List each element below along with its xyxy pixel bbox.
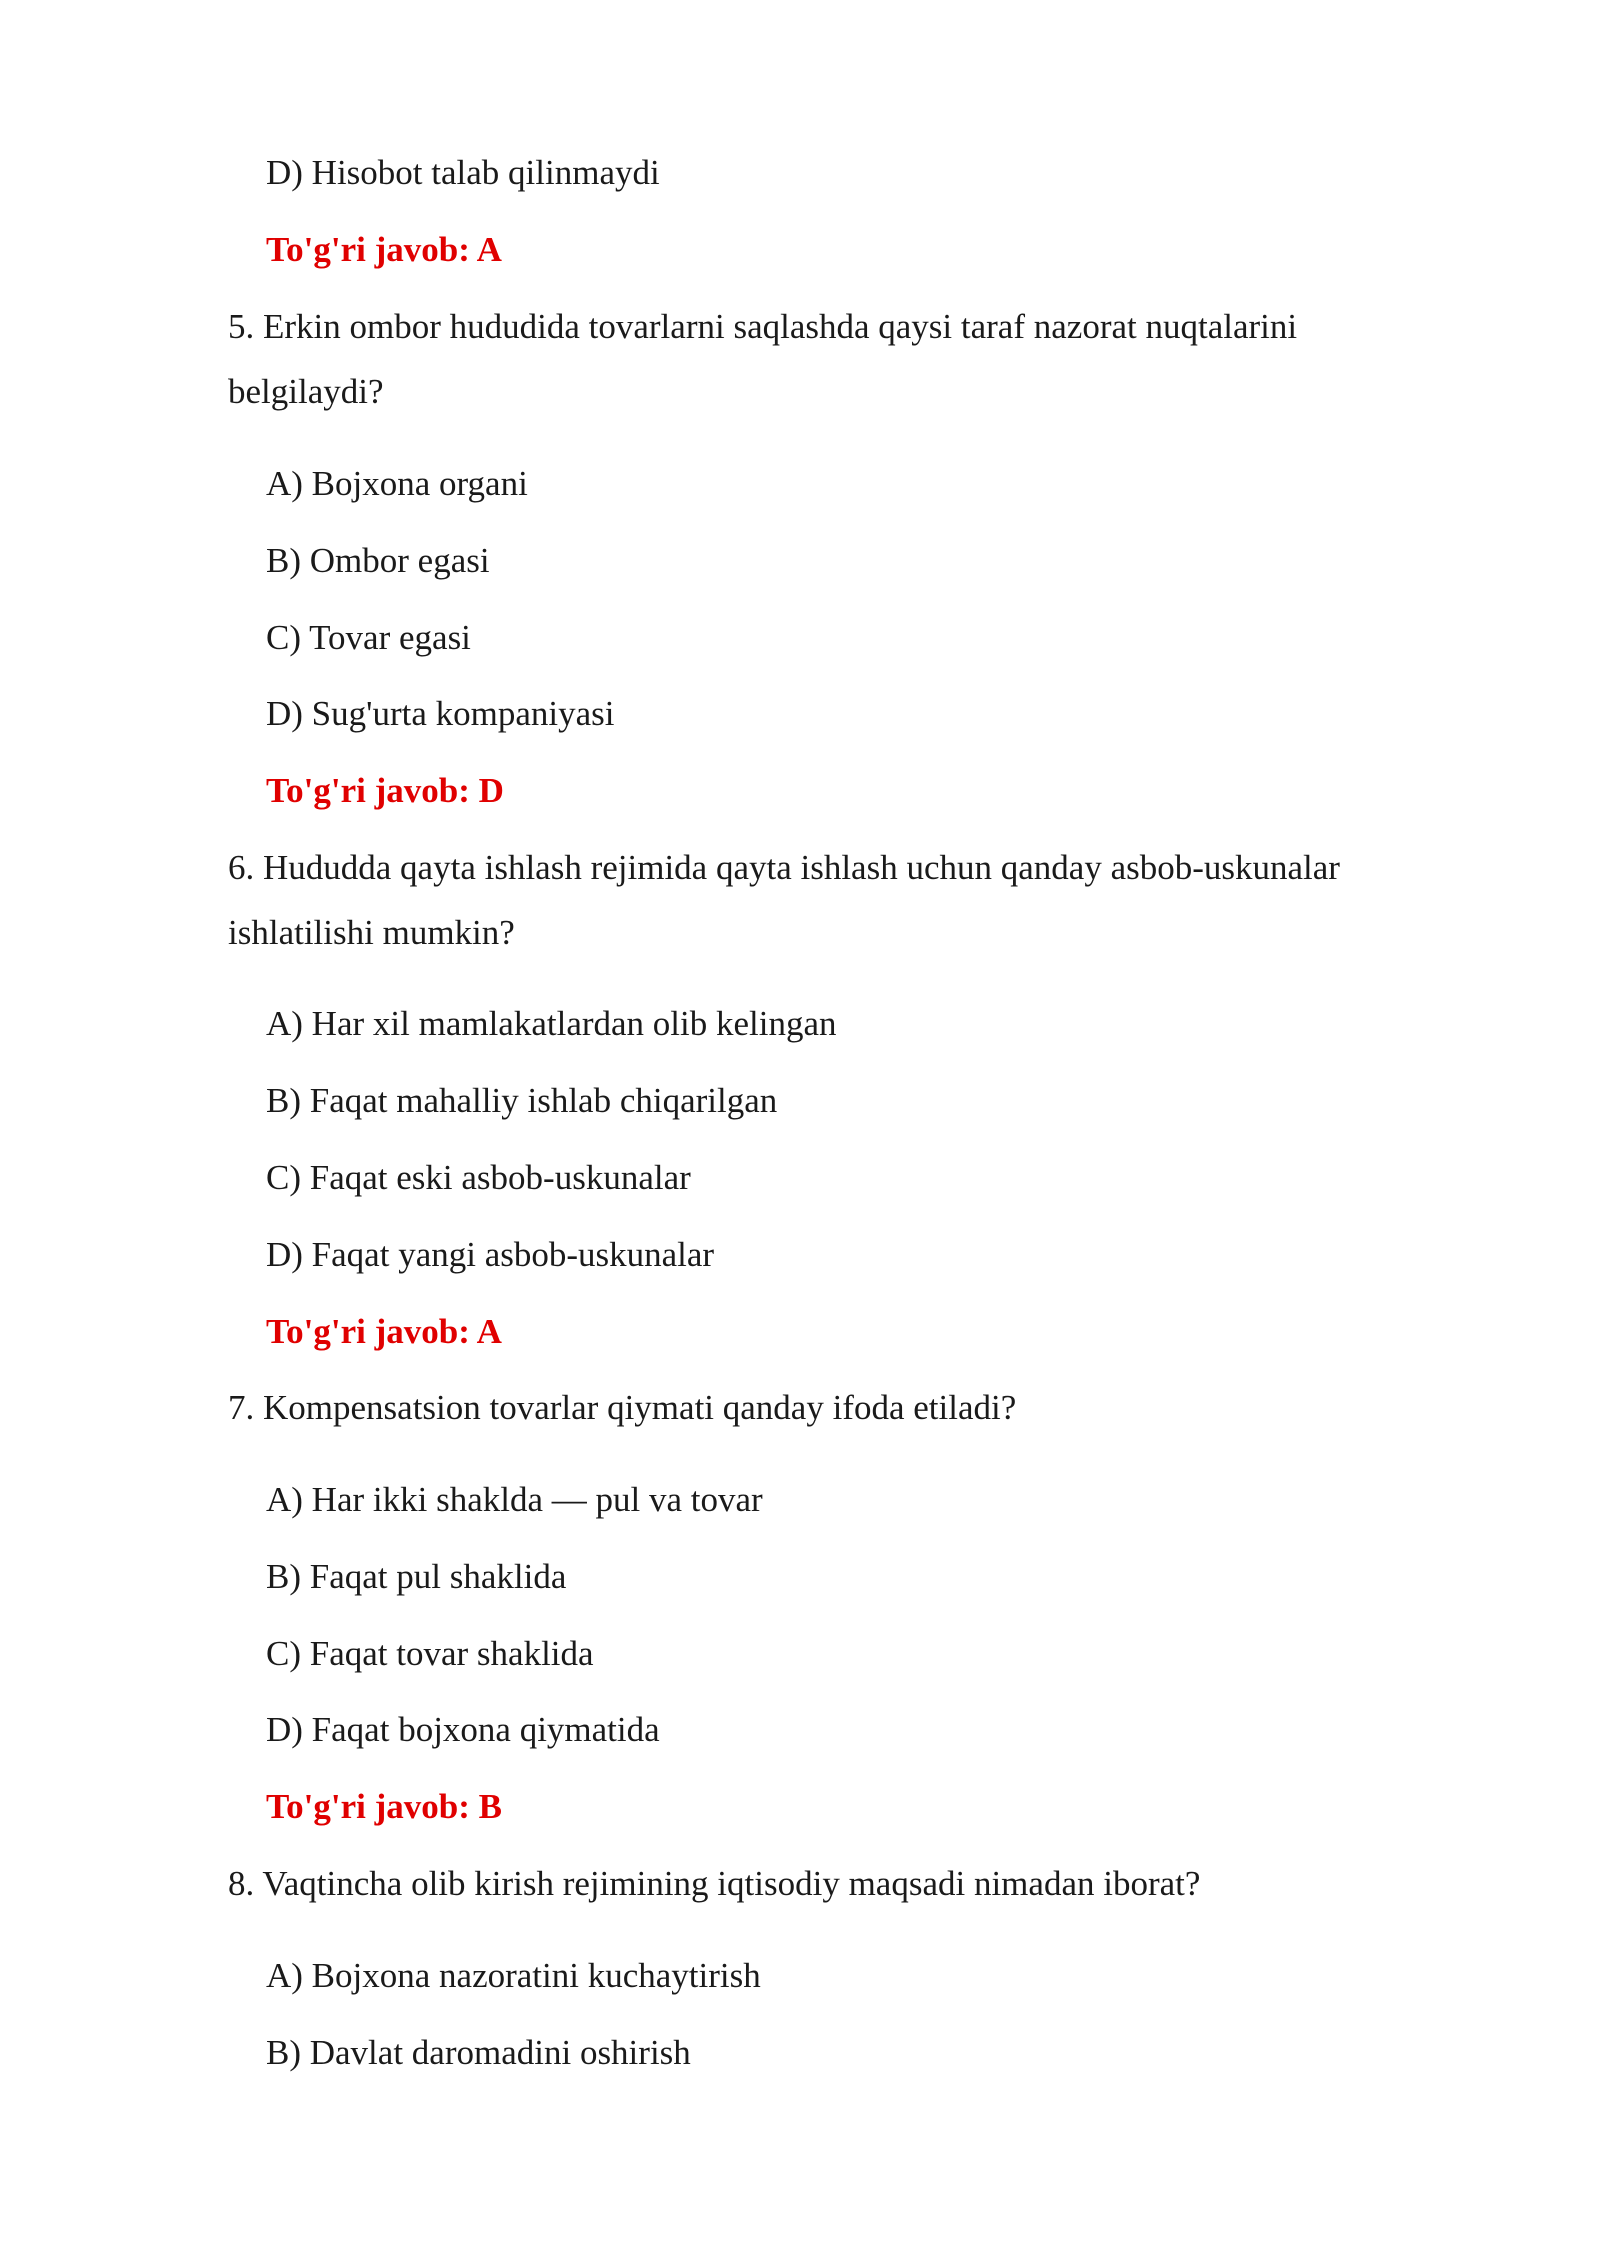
option-7c: C) Faqat tovar shaklida (266, 1634, 594, 1673)
option-8a: A) Bojxona nazoratini kuchaytirish (266, 1956, 761, 1995)
option-7a: A) Har ikki shaklda — pul va tovar (266, 1480, 763, 1519)
option-5a: A) Bojxona organi (266, 464, 528, 503)
question-6-text: 6. Hududda qayta ishlash rejimida qayta ishlash uchun qanday asbob-uskunalar (228, 848, 1340, 887)
correct-answer-5: To'g'ri javob: D (266, 771, 504, 810)
option-5d: D) Sug'urta kompaniyasi (266, 694, 615, 733)
option-5b: B) Ombor egasi (266, 541, 490, 580)
option-6d: D) Faqat yangi asbob-uskunalar (266, 1235, 715, 1274)
option-6a: A) Har xil mamlakatlardan olib kelingan (266, 1004, 837, 1043)
option-5c: C) Tovar egasi (266, 618, 471, 657)
question-7-text: 7. Kompensatsion tovarlar qiymati qanday ifoda etiladi? (228, 1388, 1017, 1427)
question-5-text-cont: belgilaydi? (228, 372, 384, 411)
correct-answer-6: To'g'ri javob: A (266, 1312, 502, 1351)
option-7d: D) Faqat bojxona qiymatida (266, 1710, 660, 1749)
option-6b: B) Faqat mahalliy ishlab chiqarilgan (266, 1081, 778, 1120)
option-7b: B) Faqat pul shaklida (266, 1557, 567, 1596)
question-8-text: 8. Vaqtincha olib kirish rejimining iqtisodiy maqsadi nimadan iborat? (228, 1864, 1201, 1903)
correct-answer-7: To'g'ri javob: B (266, 1787, 502, 1826)
correct-answer-4: To'g'ri javob: A (266, 230, 502, 269)
option-8b: B) Davlat daromadini oshirish (266, 2033, 691, 2072)
option-4d: D) Hisobot talab qilinmaydi (266, 153, 660, 192)
question-5-text: 5. Erkin ombor hududida tovarlarni saqlashda qaysi taraf nazorat nuqtalarini (228, 307, 1298, 346)
question-6-text-cont: ishlatilishi mumkin? (228, 913, 515, 952)
option-6c: C) Faqat eski asbob-uskunalar (266, 1158, 691, 1197)
